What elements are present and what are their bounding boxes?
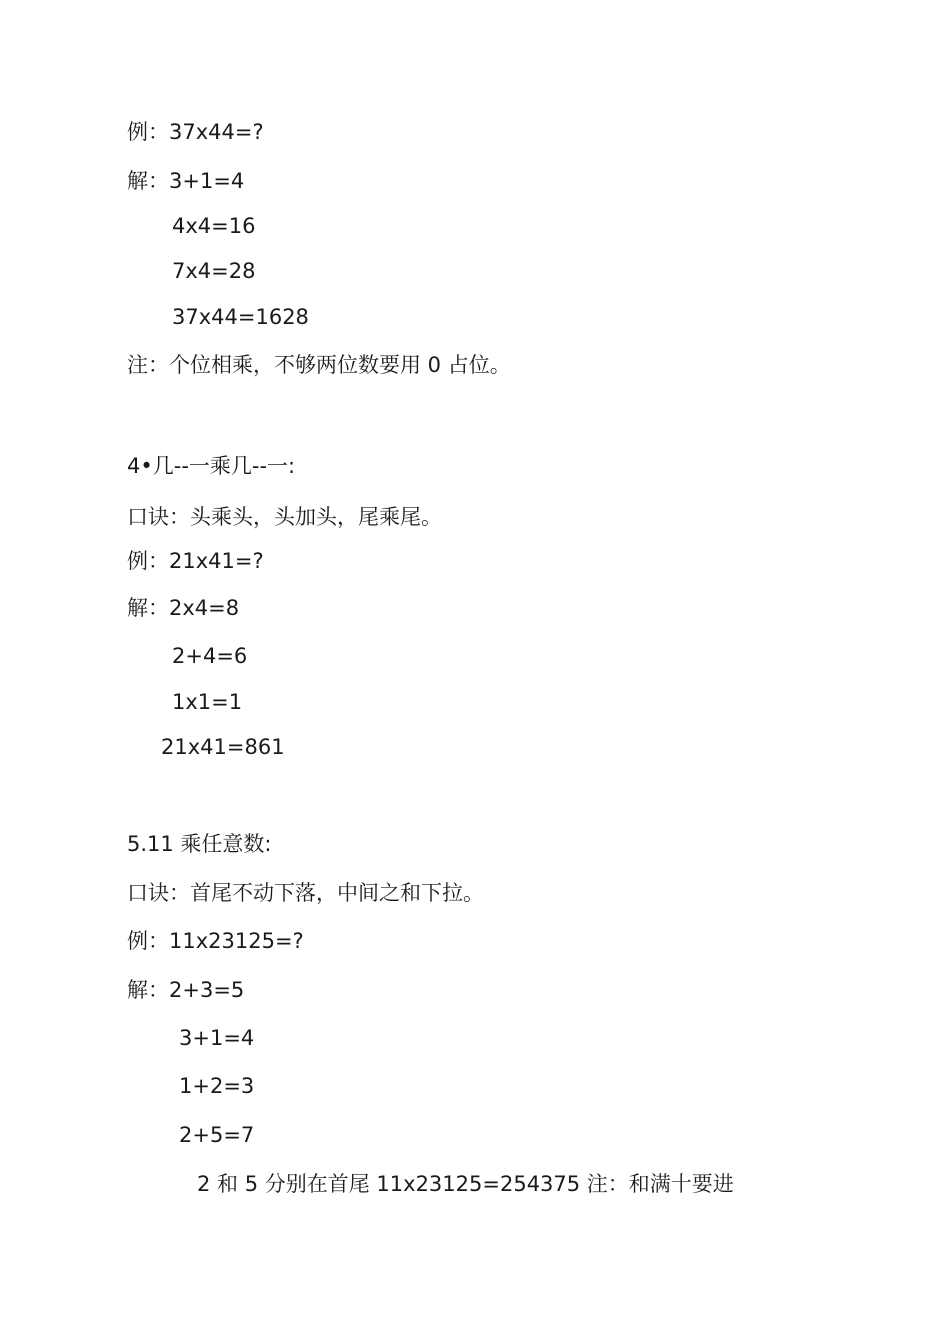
note-line: 注：个位相乘，不够两位数要用 0 占位。 bbox=[127, 353, 511, 377]
example-line: 例：11x23125=? bbox=[127, 929, 304, 953]
solution-line: 解：3+1=4 bbox=[127, 169, 245, 193]
solution-step: 2+4=6 bbox=[172, 644, 248, 668]
rhyme-line: 口诀：首尾不动下落，中间之和下拉。 bbox=[127, 881, 484, 905]
solution-step: 1x1=1 bbox=[172, 690, 243, 714]
solution-step: 2+5=7 bbox=[179, 1123, 255, 1147]
solution-result: 21x41=861 bbox=[161, 735, 285, 759]
solution-step: 4x4=16 bbox=[172, 214, 256, 238]
solution-line: 解：2+3=5 bbox=[127, 978, 245, 1002]
solution-result: 2 和 5 分别在首尾 11x23125=254375 注：和满十要进 bbox=[197, 1172, 734, 1196]
solution-result: 37x44=1628 bbox=[172, 305, 309, 329]
example-line: 例：21x41=? bbox=[127, 549, 264, 573]
section-heading: 4•几--一乘几--一: bbox=[127, 454, 296, 478]
example-line: 例：37x44=? bbox=[127, 120, 264, 144]
solution-step: 1+2=3 bbox=[179, 1074, 255, 1098]
solution-step: 7x4=28 bbox=[172, 259, 256, 283]
solution-step: 3+1=4 bbox=[179, 1026, 255, 1050]
solution-line: 解：2x4=8 bbox=[127, 596, 240, 620]
section-heading: 5.11 乘任意数: bbox=[127, 832, 272, 856]
rhyme-line: 口诀：头乘头，头加头，尾乘尾。 bbox=[127, 505, 442, 529]
